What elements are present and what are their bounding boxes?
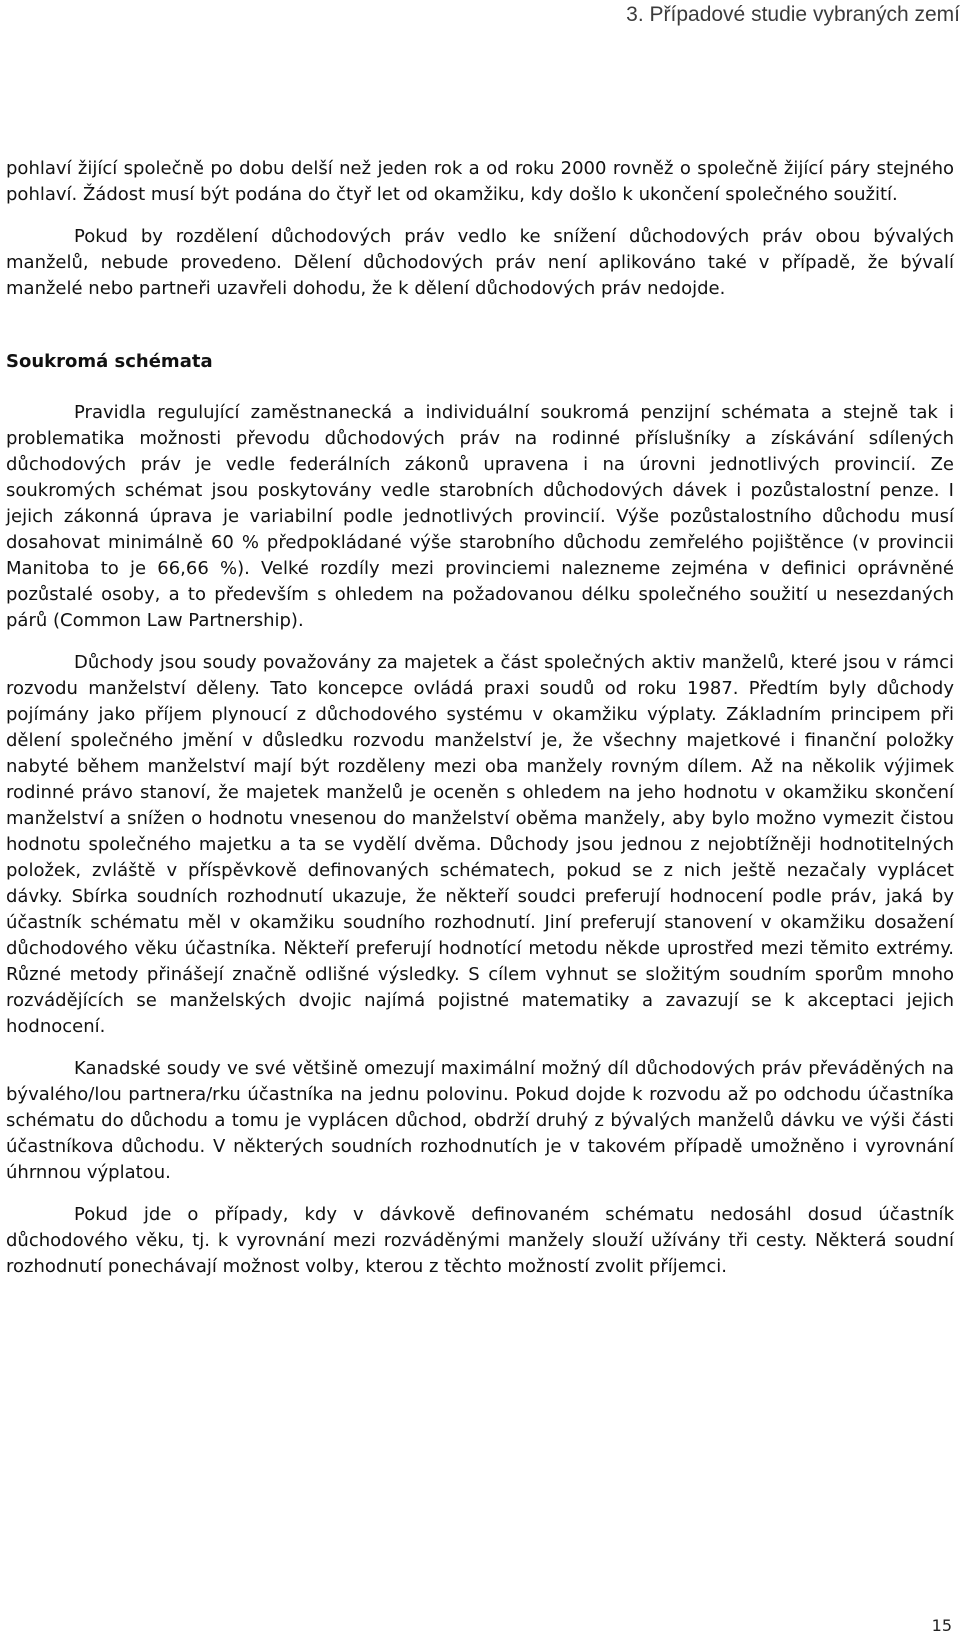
- paragraph-private-schemes-rules: Pravidla regulující zaměstnanecká a individuální soukromá penzijní schémata a stejně tak i problematika možnosti převodu důchodových práv na rodinné příslušníky a získávání sdílených důchodových práv je vedle federálních zákonů upravena i na úrovni jednotlivých provincií. Ze soukromých schémat jsou poskytovány vedle starobních důchodových dávek i pozůstalostní penze. I jejich zákonná úprava je variabilní podle jednotlivých provincií. Výše pozůstalostního důchodu musí dosahovat minimálně 60 % předpokládané výše starobního důchodu zemřelého pojištěnce (v provincii Manitoba to je 66,66 %). Velké rozdíly mezi provinciemi nalezneme zejména v definici oprávněné pozůstalé osoby, a to především s ohledem na požadovanou délku společného soužití u nesezdaných párů (Common Law Partnership).: [6, 402, 954, 631]
- section-heading: Soukromá schémata: [6, 351, 213, 372]
- page-body: [6, 156, 954, 1280]
- paragraph-continuation: pohlaví žijící společně po dobu delší než jeden rok a od roku 2000 rovněž o společně žijící páry stejného pohlaví. Žádost musí být podána do čtyř let od okamžiku, kdy došlo k ukončení společného soužití.: [6, 158, 954, 205]
- paragraph-pension-split-exception: Pokud by rozdělení důchodových práv vedlo ke snížení důchodových práv obou bývalých manželů, nebude provedeno. Dělení důchodových práv není aplikováno také v případě, že bývalí manželé nebo partneři uzavřeli dohodu, že k dělení důchodových práv nedojde.: [6, 226, 954, 299]
- page-number: 15: [931, 1616, 952, 1635]
- paragraph-defined-benefit-cases: Pokud jde o případy, kdy v dávkově definovaném schématu nedosáhl dosud účastník důchodového věku, tj. k vyrovnání mezi rozváděnými manžely slouží užívány tři cesty. Některá soudní rozhodnutí ponechávají možnost volby, kterou z těchto možností zvolit příjemci.: [6, 1204, 954, 1277]
- running-header: 3. Případové studie vybraných zemí: [626, 3, 960, 26]
- section-body: [6, 400, 954, 1280]
- paragraph-canadian-courts: Kanadské soudy ve své většině omezují maximální možný díl důchodových práv převáděných na bývalého/lou partnera/rku účastníka na jednu polovinu. Pokud dojde k rozvodu až po odchodu účastníka schématu do důchodu a tomu je vyplácen důchod, obdrží druhý z bývalých manželů dávku ve výši části účastníkova důchodu. V některých soudních rozhodnutích je v takovém případě umožněno i vyrovnání úhrnnou výplatou.: [6, 1058, 954, 1183]
- paragraph-pensions-as-assets: Důchody jsou soudy považovány za majetek a část společných aktiv manželů, které jsou v rámci rozvodu manželství děleny. Tato koncepce ovládá praxi soudů od roku 1987. Předtím byly důchody pojímány jako příjem plynoucí z důchodového systému v okamžiku výplaty. Základním principem při dělení společného jmění v důsledku rozvodu manželství je, že všechny majetkové i finanční položky nabyté během manželství mají být rozděleny mezi oba manžely rovným dílem. Až na několik výjimek rodinné právo stanoví, že majetek manželů je oceněn s ohledem na jeho hodnotu v okamžiku skončení manželství a snížen o hodnotu vnesenou do manželství oběma manžely, aby bylo možno vymezit čistou hodnotu společného majetku a ta se vydělí dvěma. Důchody jsou jednou z nejobtížněji hodnotitelných položek, zvláště v příspěvkově definovaných schématech, pokud se z nich ještě nezačaly vyplácet dávky. Sbírka soudních rozhodnutí ukazuje, že někteří soudci preferují hodnocení podle práv, jaká by účastník schématu měl v okamžiku soudního rozhodnutí. Jiní preferují stanovení v okamžiku dosažení důchodového věku účastníka. Někteří preferují hodnotící metodu někde uprostřed mezi těmito extrémy. Různé metody přinášejí značně odlišné výsledky. S cílem vyhnut se složitým soudním sporům mnoho rozvádějících se manželských dvojic najímá pojistné matematiky a zavazují se k akceptaci jejich hodnocení.: [6, 652, 954, 1037]
